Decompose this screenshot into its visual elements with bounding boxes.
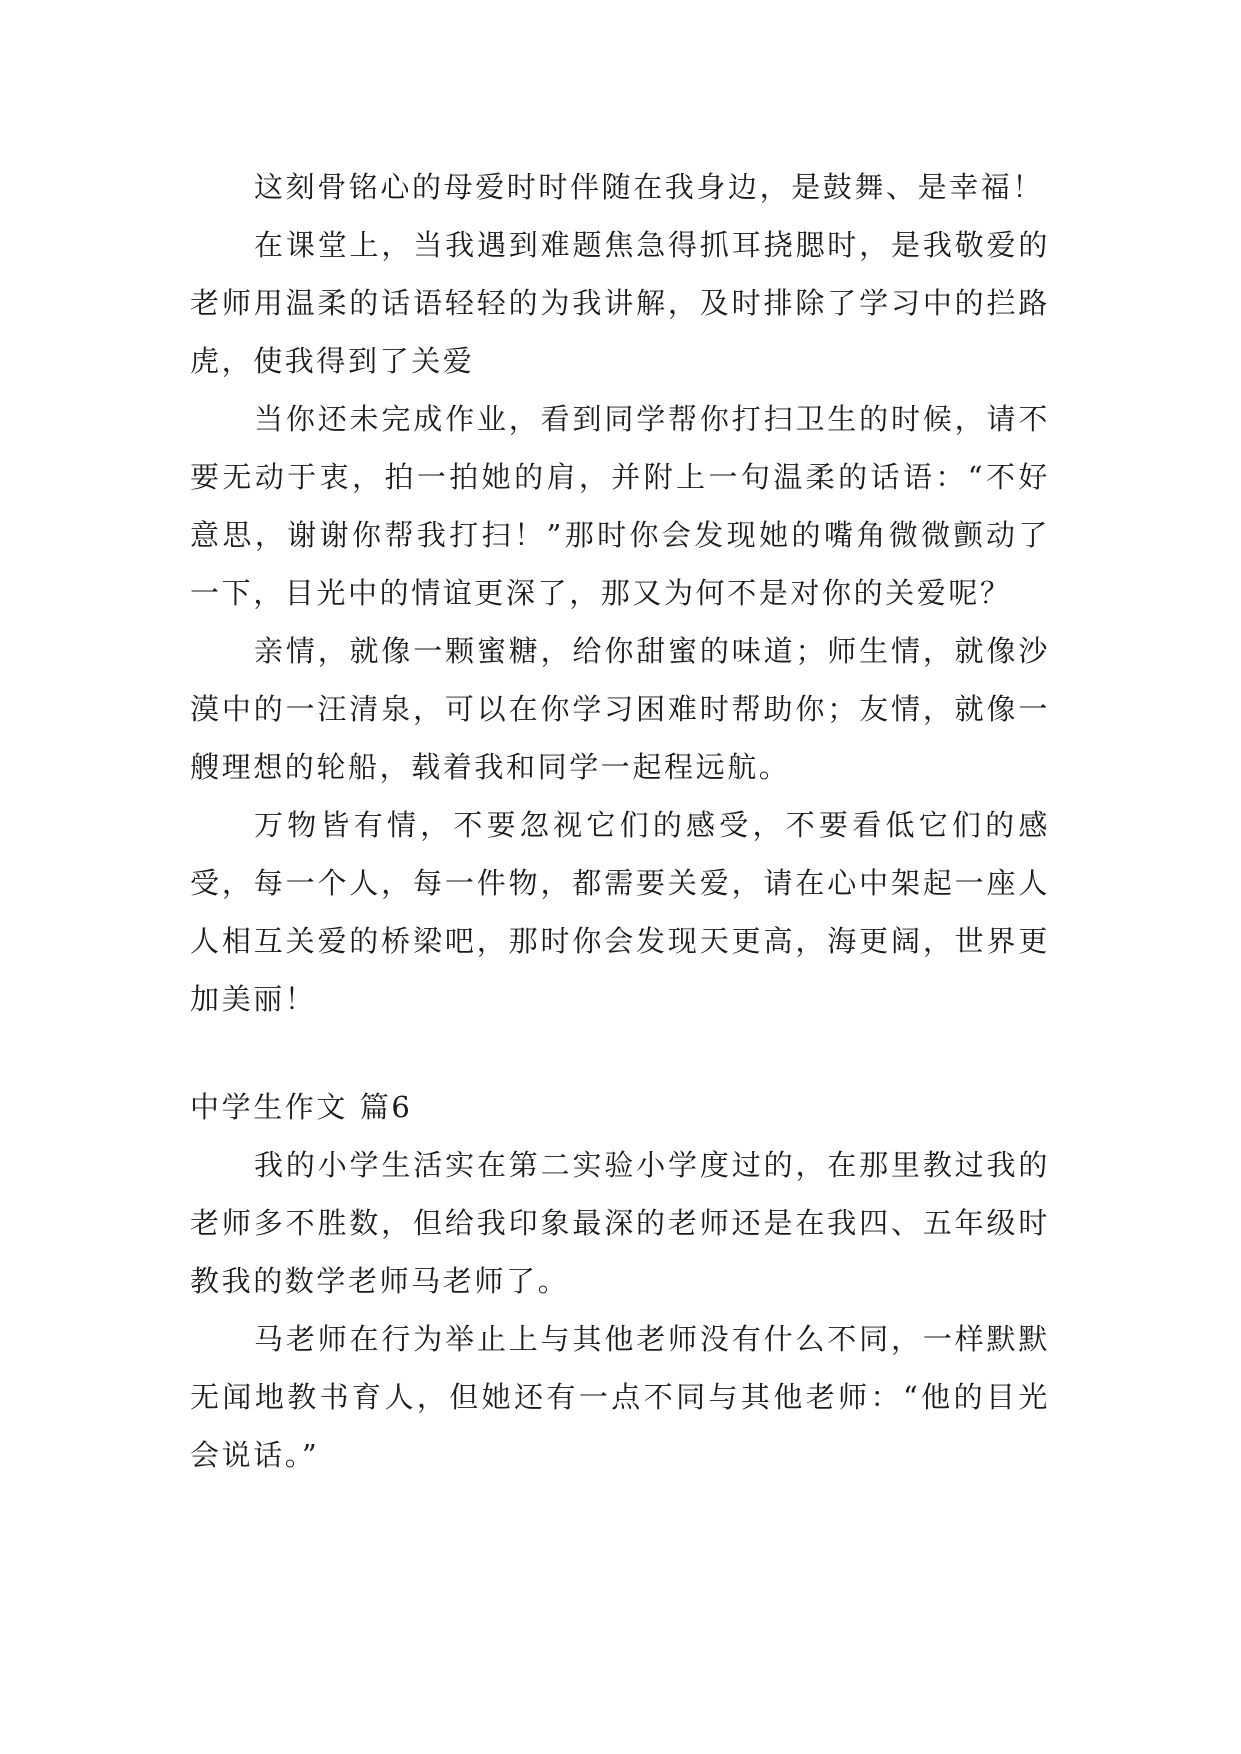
section-heading: 中学生作文 篇6 — [190, 1090, 413, 1124]
paragraph-primary-school: 我的小学生活实在第二实验小学度过的，在那里教过我的老师多不胜数，但给我印象最深的老师还是在我四、五年级时教我的数学老师马老师了。 — [190, 1148, 1050, 1298]
document-body — [190, 158, 1050, 1484]
paragraph-teacher-ma: 马老师在行为举止上与其他老师没有什么不同，一样默默无闻地教书育人，但她还有一点不同与其他老师：“他的目光会说话。” — [190, 1322, 1050, 1472]
paragraph-classmate-help: 当你还未完成作业，看到同学帮你打扫卫生的时候，请不要无动于衷，拍一拍她的肩，并附上一句温柔的话语：“不好意思，谢谢你帮我打扫！”那时你会发现她的嘴角微微颤动了一下，目光中的情谊更深了，那又为何不是对你的关爱呢？ — [190, 402, 1050, 610]
paragraph-classroom-teacher: 在课堂上，当我遇到难题焦急得抓耳挠腮时，是我敬爱的老师用温柔的话语轻轻的为我讲解，及时排除了学习中的拦路虎，使我得到了关爱 — [190, 228, 1050, 378]
paragraph-kinds-of-love: 亲情，就像一颗蜜糖，给你甜蜜的味道；师生情，就像沙漠中的一汪清泉，可以在你学习困难时帮助你；友情，就像一艘理想的轮船，载着我和同学一起程远航。 — [190, 634, 1050, 784]
paragraph-conclusion: 万物皆有情，不要忽视它们的感受，不要看低它们的感受，每一个人，每一件物，都需要关爱，请在心中架起一座人人相互关爱的桥梁吧，那时你会发现天更高，海更阔，世界更加美丽！ — [190, 808, 1050, 1016]
paragraph-mother-love: 这刻骨铭心的母爱时时伴随在我身边，是鼓舞、是幸福！ — [254, 170, 1045, 204]
